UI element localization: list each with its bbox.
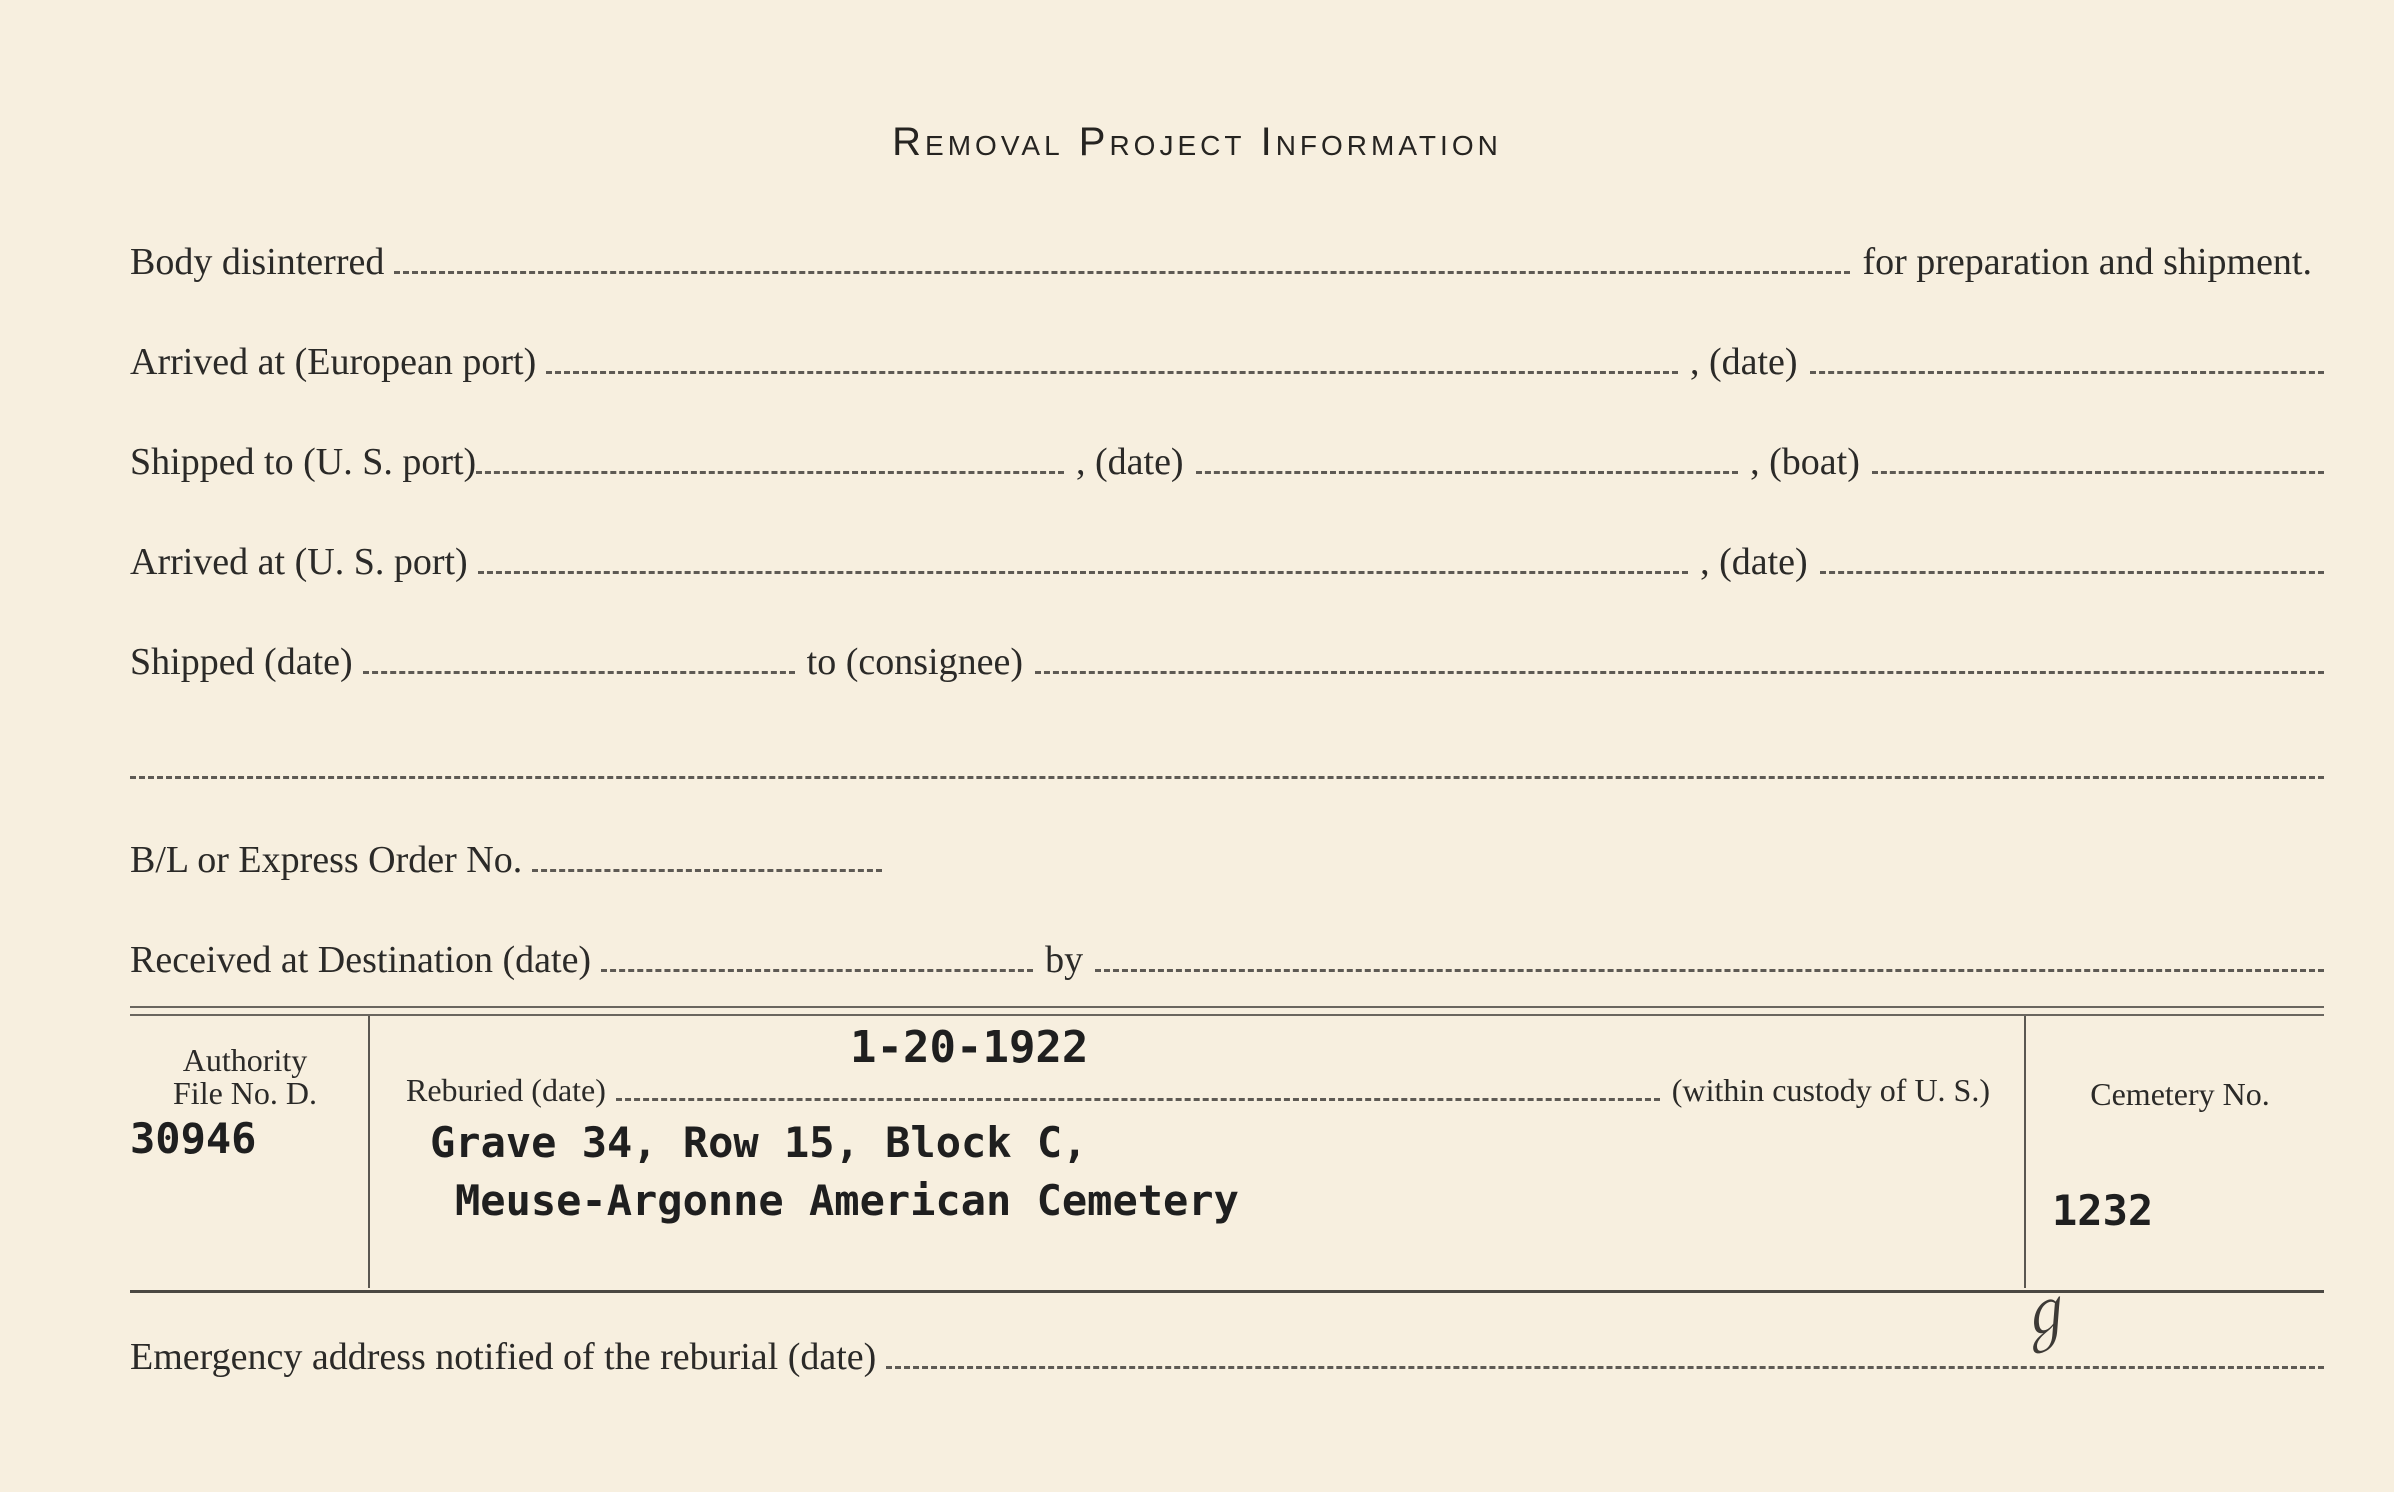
reburial-date-value: 1-20-1922 bbox=[850, 1022, 1089, 1073]
received-date-line bbox=[601, 969, 1033, 972]
arrived-us-label: Arrived at (U. S. port) bbox=[130, 541, 468, 583]
received-label: Received at Destination (date) bbox=[130, 939, 592, 981]
reburied-date-line bbox=[616, 1098, 1660, 1101]
cemetery-divider bbox=[2024, 1016, 2026, 1288]
body-disinterred-line bbox=[394, 271, 1850, 274]
authority-divider bbox=[368, 1016, 370, 1288]
handwritten-initial-mark: ℊ bbox=[2001, 1272, 2082, 1359]
custody-label: (within custody of U. S.) bbox=[1671, 1072, 1990, 1108]
received-by-line bbox=[1095, 969, 2324, 972]
row-received bbox=[130, 938, 2324, 982]
reburied-label: Reburied (date) bbox=[406, 1072, 606, 1108]
card-title: Removal Project Information bbox=[892, 120, 1502, 164]
consignee-continuation-line bbox=[130, 776, 2324, 779]
european-port-line bbox=[546, 371, 1678, 374]
us-port-line bbox=[476, 471, 1064, 474]
cemetery-number: 1232 bbox=[2052, 1186, 2154, 1235]
shipped-date-line bbox=[1196, 471, 1739, 474]
arrived-us-date-line bbox=[1820, 571, 2324, 574]
body-disinterred-label: Body disinterred bbox=[130, 241, 385, 283]
preparation-label: for preparation and shipment. bbox=[1862, 241, 2312, 283]
arrived-european-label: Arrived at (European port) bbox=[130, 341, 537, 383]
emergency-date-line bbox=[886, 1366, 2324, 1369]
bottom-section-rule bbox=[130, 1290, 2324, 1293]
grave-location: Grave 34, Row 15, Block C, bbox=[430, 1118, 1088, 1167]
row-bl-order bbox=[130, 838, 2324, 882]
row-reburied bbox=[406, 1072, 2002, 1109]
row-shipped-date bbox=[130, 640, 2324, 684]
consignee-line bbox=[1035, 671, 2324, 674]
bl-order-line bbox=[532, 869, 882, 872]
authority-file-number: 30946 bbox=[130, 1114, 257, 1163]
row-emergency bbox=[130, 1335, 2324, 1379]
row-shipped-to bbox=[130, 440, 2324, 484]
arrived-us-line bbox=[478, 571, 1688, 574]
authority-label-line1: Authority bbox=[182, 1042, 308, 1078]
date-label-2: , (date) bbox=[1075, 441, 1184, 483]
row-arrived-european bbox=[130, 340, 2324, 384]
section-divider bbox=[130, 1006, 2324, 1016]
shipped-date-label: Shipped (date) bbox=[130, 641, 353, 683]
date-label-3: , (date) bbox=[1700, 541, 1808, 583]
consignee-label: to (consignee) bbox=[806, 641, 1023, 683]
boat-label: , (boat) bbox=[1750, 441, 1860, 483]
emergency-label: Emergency address notified of the reburial (date) bbox=[130, 1336, 877, 1378]
cemetery-no-label: Cemetery No. bbox=[2090, 1076, 2270, 1112]
european-date-line bbox=[1810, 371, 2324, 374]
cemetery-name: Meuse-Argonne American Cemetery bbox=[455, 1176, 1239, 1225]
boat-line bbox=[1872, 471, 2324, 474]
authority-label bbox=[140, 1044, 350, 1110]
authority-label-line2: File No. D. bbox=[173, 1075, 317, 1111]
bl-order-label: B/L or Express Order No. bbox=[130, 839, 523, 881]
date-label: , (date) bbox=[1689, 341, 1798, 383]
shipped-date-value-line bbox=[363, 671, 795, 674]
row-body-disinterred bbox=[130, 240, 2324, 284]
shipped-to-label: Shipped to (U. S. port) bbox=[130, 441, 477, 483]
row-arrived-us bbox=[130, 540, 2324, 584]
by-label: by bbox=[1045, 939, 1084, 981]
